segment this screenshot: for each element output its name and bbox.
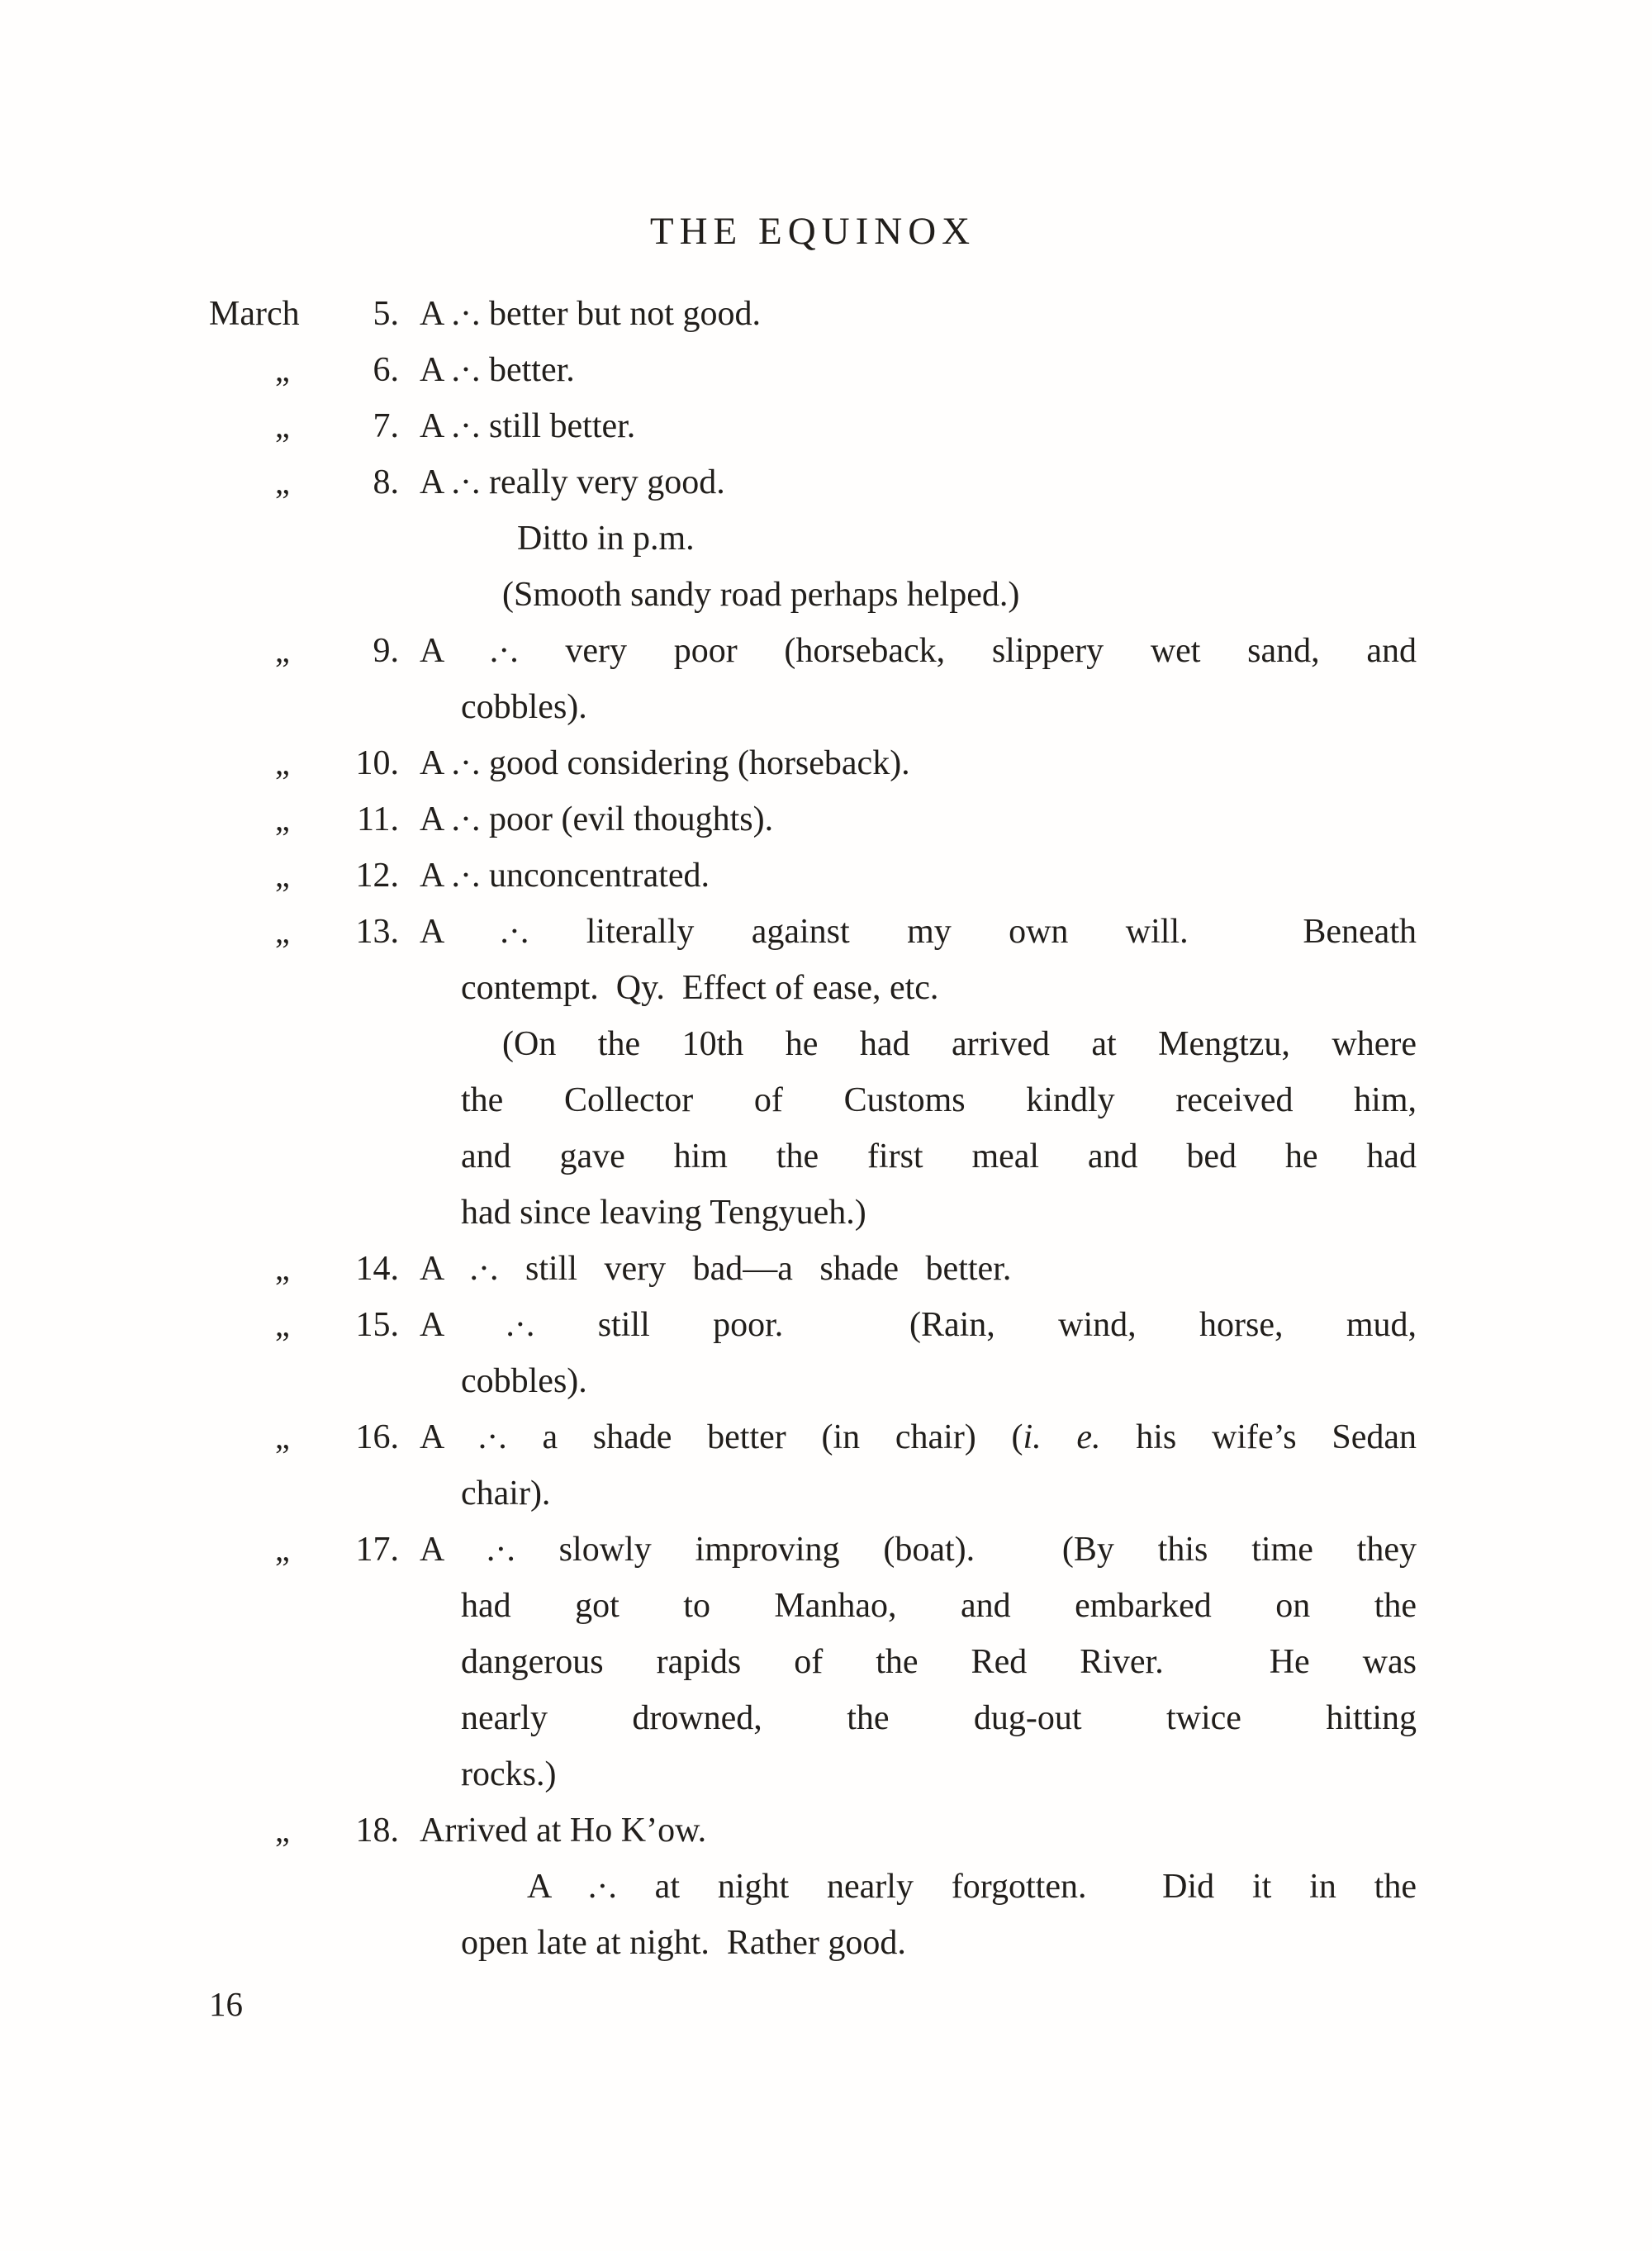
entry-text: A .·. better but not good. xyxy=(420,295,761,333)
date-label: 6. xyxy=(373,351,399,389)
entry-text: A .·. literally against my own will. Beneath xyxy=(420,913,1417,951)
entry-row xyxy=(209,848,1417,904)
date-spacer xyxy=(333,1578,399,1634)
entry-text: nearly drowned, the dug-out twice hitting xyxy=(461,1699,1417,1737)
ditto-mark: „ xyxy=(275,632,290,669)
month-spacer xyxy=(209,511,333,567)
entry-text: A .·. still very bad—a shade better. xyxy=(420,1250,1012,1288)
entry-text: A .·. really very good. xyxy=(420,463,725,501)
month-spacer xyxy=(209,960,333,1016)
month-spacer xyxy=(209,679,333,735)
entry-text: the Collector of Customs kindly received him, xyxy=(461,1081,1417,1119)
ditto-mark: „ xyxy=(275,407,290,444)
entry-row xyxy=(209,1746,1417,1802)
ditto-mark: „ xyxy=(275,1306,290,1343)
date-spacer xyxy=(333,1185,399,1241)
entry-row xyxy=(209,791,1417,848)
month-label: March xyxy=(209,295,300,333)
entry-row xyxy=(209,1185,1417,1241)
month-spacer xyxy=(209,1746,333,1802)
entry-text: chair). xyxy=(461,1475,551,1513)
entry-row xyxy=(209,1578,1417,1634)
month-spacer xyxy=(209,1634,333,1690)
date-label: 14. xyxy=(355,1250,399,1288)
entry-text: dangerous rapids of the Red River. He was xyxy=(461,1643,1417,1681)
date-spacer xyxy=(333,679,399,735)
month-spacer xyxy=(209,1578,333,1634)
date-label: 12. xyxy=(355,857,399,895)
ditto-mark: „ xyxy=(275,857,290,894)
date-spacer xyxy=(333,511,399,567)
ditto-mark: „ xyxy=(275,351,290,388)
month-spacer xyxy=(209,1128,333,1185)
date-spacer xyxy=(333,1690,399,1746)
entry-row xyxy=(209,1915,1417,1971)
entry-row xyxy=(209,398,1417,454)
entry-text: had since leaving Tengyueh.) xyxy=(461,1194,866,1232)
entry-text: A .·. poor (evil thoughts). xyxy=(420,800,774,838)
date-label: 13. xyxy=(355,913,399,951)
entry-row xyxy=(209,1465,1417,1522)
ditto-mark: „ xyxy=(275,1418,290,1456)
entry-text: Ditto in p.m. xyxy=(517,520,695,558)
entry-row xyxy=(209,1241,1417,1297)
entry-row xyxy=(209,735,1417,791)
month-spacer xyxy=(209,567,333,623)
date-spacer xyxy=(333,1128,399,1185)
ditto-mark: „ xyxy=(275,744,290,781)
entry-text: A .·. still better. xyxy=(420,407,636,445)
date-label: 10. xyxy=(355,744,399,782)
entry-row xyxy=(209,1802,1417,1859)
month-spacer xyxy=(209,1465,333,1522)
month-spacer xyxy=(209,1915,333,1971)
entry-row xyxy=(209,623,1417,679)
date-spacer xyxy=(333,1634,399,1690)
page-content xyxy=(209,207,1417,1971)
ditto-mark: „ xyxy=(275,1250,290,1287)
ditto-mark: „ xyxy=(275,913,290,950)
month-spacer xyxy=(209,1859,333,1915)
date-spacer xyxy=(333,960,399,1016)
entry-text: A .·. still poor. (Rain, wind, horse, mud, xyxy=(420,1306,1417,1344)
date-spacer xyxy=(333,1072,399,1128)
entry-text: (On the 10th he had arrived at Mengtzu, where xyxy=(502,1025,1417,1063)
entry-text: A .·. better. xyxy=(420,351,575,389)
entry-row xyxy=(209,1690,1417,1746)
entry-text: A .·. unconcentrated. xyxy=(420,857,710,895)
date-label: 16. xyxy=(355,1418,399,1456)
entry-text: open late at night. Rather good. xyxy=(461,1924,906,1962)
date-spacer xyxy=(333,1016,399,1072)
entry-row xyxy=(209,1353,1417,1409)
entry-row xyxy=(209,511,1417,567)
entry-text: (Smooth sandy road perhaps helped.) xyxy=(502,576,1020,614)
date-spacer xyxy=(333,1915,399,1971)
entry-text: A .·. a shade better (in chair) (i. e. his wife’s Sedan xyxy=(420,1418,1417,1456)
italic-text: i. e. xyxy=(1023,1418,1101,1456)
entry-text: A .·. good considering (horseback). xyxy=(420,744,910,782)
entry-row xyxy=(209,1128,1417,1185)
entry-row xyxy=(209,1859,1417,1915)
month-spacer xyxy=(209,1185,333,1241)
date-label: 9. xyxy=(373,632,399,670)
ditto-mark: „ xyxy=(275,1531,290,1568)
date-label: 8. xyxy=(373,463,399,501)
date-label: 7. xyxy=(373,407,399,445)
month-spacer xyxy=(209,1353,333,1409)
date-label: 18. xyxy=(355,1812,399,1850)
entry-text: Arrived at Ho K’ow. xyxy=(420,1812,707,1850)
entry-row xyxy=(209,679,1417,735)
entries xyxy=(209,286,1417,1971)
entry-row xyxy=(209,904,1417,960)
date-spacer xyxy=(333,1465,399,1522)
entry-row xyxy=(209,1072,1417,1128)
entry-row xyxy=(209,1297,1417,1353)
date-spacer xyxy=(333,1859,399,1915)
date-label: 15. xyxy=(355,1306,399,1344)
entry-row xyxy=(209,1016,1417,1072)
entry-row xyxy=(209,960,1417,1016)
entry-text: A .·. at night nearly forgotten. Did it in the xyxy=(527,1868,1417,1906)
entry-row xyxy=(209,286,1417,342)
date-label: 11. xyxy=(357,800,399,838)
entry-text: had got to Manhao, and embarked on the xyxy=(461,1587,1417,1625)
date-label: 17. xyxy=(355,1531,399,1569)
ditto-mark: „ xyxy=(275,463,290,501)
date-spacer xyxy=(333,567,399,623)
month-spacer xyxy=(209,1690,333,1746)
entry-row xyxy=(209,1522,1417,1578)
entry-text: cobbles). xyxy=(461,1362,587,1400)
entry-text: and gave him the first meal and bed he had xyxy=(461,1137,1417,1175)
page-number: 16 xyxy=(209,1985,243,2023)
entry-row xyxy=(209,1409,1417,1465)
month-spacer xyxy=(209,1072,333,1128)
entry-text: cobbles). xyxy=(461,688,587,726)
month-spacer xyxy=(209,1016,333,1072)
date-spacer xyxy=(333,1353,399,1409)
entry-row xyxy=(209,342,1417,398)
ditto-mark: „ xyxy=(275,1812,290,1849)
entry-text: rocks.) xyxy=(461,1755,557,1793)
date-label: 5. xyxy=(373,295,399,333)
entry-row xyxy=(209,1634,1417,1690)
ditto-mark: „ xyxy=(275,800,290,838)
entry-text: A .·. very poor (horseback, slippery wet sand, and xyxy=(420,632,1417,670)
entry-text: contempt. Qy. Effect of ease, etc. xyxy=(461,969,939,1007)
entry-row xyxy=(209,567,1417,623)
entry-text: A .·. slowly improving (boat). (By this time they xyxy=(420,1531,1417,1569)
date-spacer xyxy=(333,1746,399,1802)
entry-row xyxy=(209,454,1417,511)
page-title: THE EQUINOX xyxy=(649,210,976,253)
